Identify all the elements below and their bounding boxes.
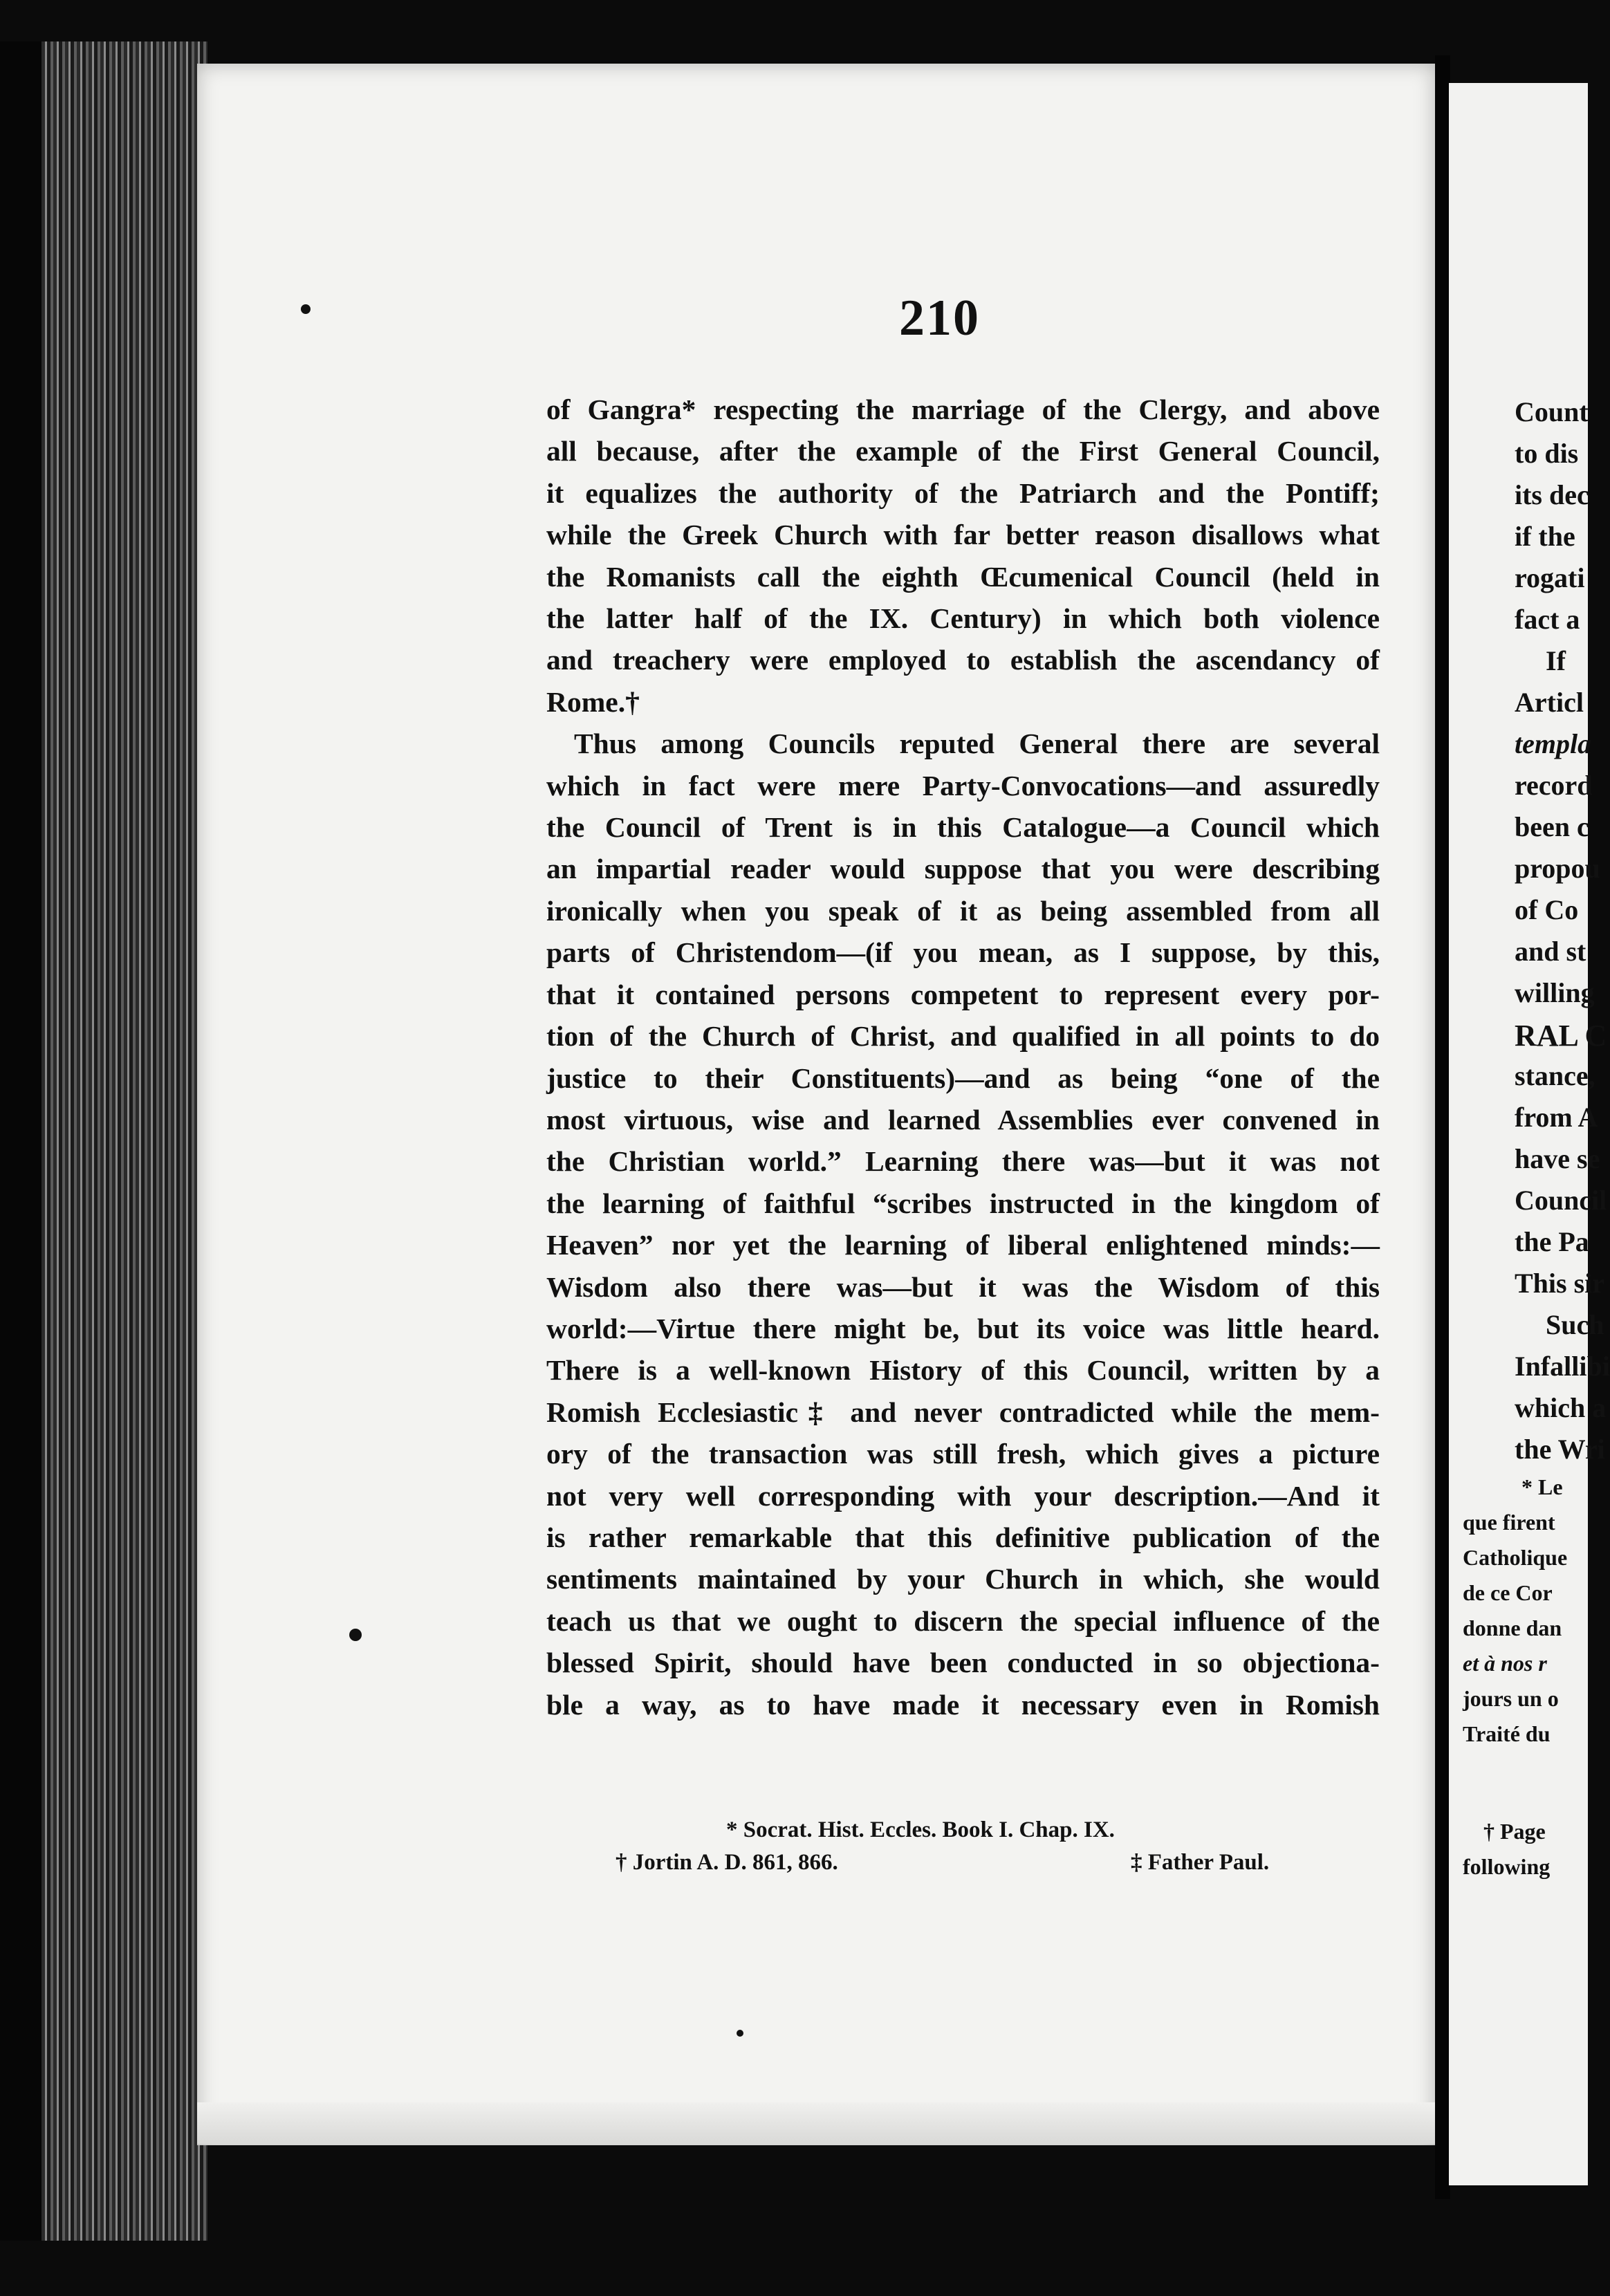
text-line: the Council of Trent is in this Catalogue—a Council which	[546, 811, 1380, 844]
right-page-line: which a	[1515, 1392, 1607, 1423]
text-line: Thus among Councils reputed General there are several	[574, 728, 1380, 760]
text-line: ble a way, as to have made it necessary even in Romish	[546, 1688, 1380, 1721]
right-page-line: if the	[1515, 521, 1575, 552]
text-line: which in fact were mere Party-Convocations—and assuredly	[546, 769, 1380, 802]
right-page	[1449, 83, 1610, 2185]
text-line: parts of Christendom—(if you mean, as I suppose, by this,	[546, 936, 1380, 969]
right-page-line: Council	[1515, 1185, 1607, 1216]
text-line: justice to their Constituents)—and as being “one of the	[546, 1062, 1380, 1094]
text-line: while the Greek Church with far better reason disallows what	[546, 519, 1380, 551]
right-page-footnote: * Le	[1521, 1474, 1563, 1499]
right-page-footnote: Catholique	[1463, 1545, 1568, 1570]
right-page-footnote: Traité du	[1463, 1721, 1551, 1746]
right-page-line: willing	[1515, 977, 1595, 1008]
text-line: Romish Ecclesiastic‡ and never contradicted while the mem-	[546, 1396, 1380, 1428]
text-line: There is a well-known History of this Council, written by a	[546, 1354, 1380, 1387]
page-speck	[301, 304, 311, 314]
right-page-footnote: de ce Cor	[1463, 1580, 1553, 1605]
text-line: Heaven” nor yet the learning of liberal enlightened minds:—	[546, 1229, 1380, 1261]
right-page-line: Such	[1546, 1309, 1604, 1340]
text-line: sentiments maintained by your Church in which, she would	[546, 1563, 1380, 1595]
text-line: the Christian world.” Learning there was—but it was not	[546, 1145, 1380, 1178]
right-page-line: templa	[1515, 728, 1592, 759]
book-binding-shadow	[0, 41, 41, 2241]
body-text	[546, 389, 1380, 1725]
right-page-line: its dec	[1515, 479, 1589, 510]
page-number: 210	[899, 290, 980, 346]
text-line: tion of the Church of Christ, and qualified in all points to do	[546, 1020, 1380, 1053]
right-page-line: record	[1515, 770, 1593, 801]
right-page-line: to dis	[1515, 438, 1579, 469]
right-page-line: from A	[1515, 1102, 1598, 1133]
right-page-line: Count	[1515, 396, 1589, 427]
right-page-footnote: jours un o	[1463, 1686, 1559, 1711]
page-speck	[349, 1629, 362, 1641]
text-line: blessed Spirit, should have been conducted in so objectiona-	[546, 1647, 1380, 1679]
right-page-footnote: † Page	[1483, 1819, 1546, 1844]
right-page-line: the Wri	[1515, 1434, 1605, 1465]
right-page-footnote: que firent	[1463, 1510, 1555, 1535]
right-page-line: Articl	[1515, 687, 1584, 718]
page-bottom-edge	[197, 2102, 1435, 2144]
right-page-line: stance,	[1515, 1060, 1595, 1091]
text-line: teach us that we ought to discern the special influence of the	[546, 1604, 1380, 1637]
text-line: the learning of faithful “scribes instructed in the kingdom of	[546, 1187, 1380, 1219]
text-line: most virtuous, wise and learned Assemblies ever convened in	[546, 1103, 1380, 1136]
text-line: the latter half of the IX. Century) in which both violence	[546, 602, 1380, 635]
text-line: Wisdom also there was—but it was the Wisdom of this	[546, 1270, 1380, 1303]
text-line: that it contained persons competent to represent every por-	[546, 978, 1380, 1010]
right-page-line: If	[1546, 645, 1566, 676]
right-page-footnote: et à nos r	[1463, 1651, 1547, 1676]
right-page-line: rogati	[1515, 562, 1585, 593]
text-line: and treachery were employed to establish the ascendancy of	[546, 644, 1380, 676]
text-line: Rome.†	[546, 685, 640, 718]
right-page-line: the Pa	[1515, 1226, 1589, 1257]
right-page-line: RAL C	[1515, 1019, 1607, 1053]
text-line: ory of the transaction was still fresh, which gives a picture	[546, 1438, 1380, 1470]
page-speck	[737, 2030, 743, 2037]
right-page-line: This sir	[1515, 1268, 1605, 1299]
page-gutter	[1435, 55, 1450, 2199]
text-line: the Romanists call the eighth Œcumenical Council (held in	[546, 560, 1380, 593]
footnote-star: * Socrat. Hist. Eccles. Book I. Chap. IX.	[726, 1817, 1115, 1842]
text-line: world:—Virtue there might be, but its voice was little heard.	[546, 1312, 1380, 1344]
text-line: of Gangra* respecting the marriage of the Clergy, and above	[546, 394, 1380, 425]
right-page-line: been c	[1515, 811, 1589, 842]
text-line: ironically when you speak of it as being assembled from all	[546, 894, 1380, 927]
text-line: is rather remarkable that this definitive publication of the	[546, 1521, 1380, 1553]
right-page-line: and st	[1515, 936, 1586, 967]
right-page-line: have se	[1515, 1143, 1600, 1174]
footnote-dagger: † Jortin A. D. 861, 866.	[616, 1850, 838, 1875]
right-page-footnote: following	[1463, 1854, 1551, 1879]
text-line: not very well corresponding with your description.—And it	[546, 1479, 1380, 1512]
right-page-line: fact a	[1515, 604, 1580, 635]
right-page-line: Infallibi	[1515, 1351, 1610, 1382]
text-line: all because, after the example of the First General Council,	[546, 435, 1380, 467]
right-page-footnote: donne dan	[1463, 1615, 1562, 1640]
footnote-double-dagger: ‡ Father Paul.	[1131, 1850, 1270, 1875]
text-line: an impartial reader would suppose that you were describing	[546, 853, 1380, 885]
text-line: it equalizes the authority of the Patriarch and the Pontiff;	[546, 476, 1380, 509]
right-page-line: propou	[1515, 853, 1600, 884]
right-page-line: of Co	[1515, 894, 1579, 925]
